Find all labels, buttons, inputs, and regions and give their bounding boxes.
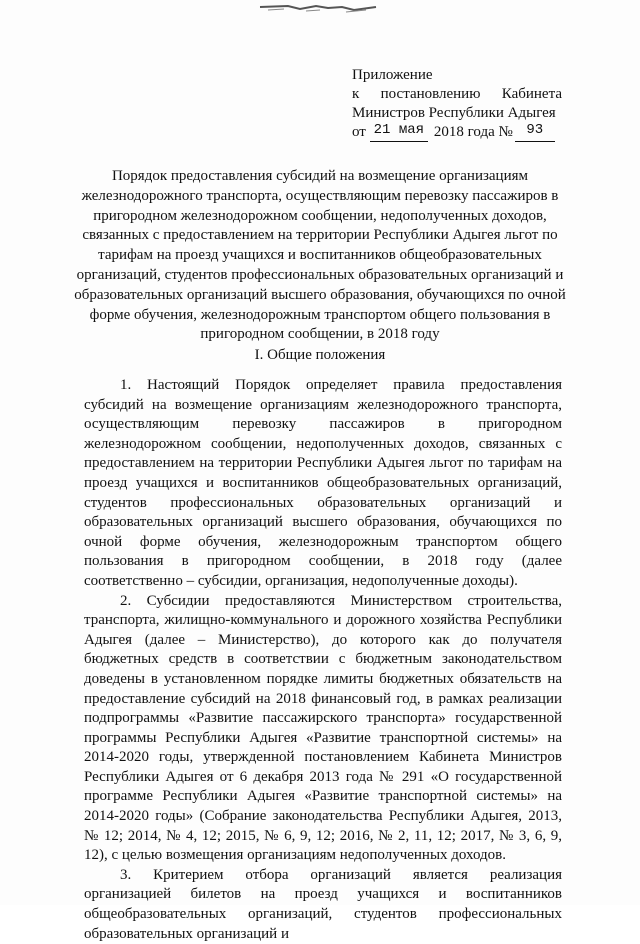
appendix-line-1	[352, 66, 562, 85]
paragraph-1: 1. Настоящий Порядок определяет правила предоставления субсидий на возмещение организациям железнодорожного транспорта, осуществляющим перевозку пассажиров в пригородном железнодорожном сообщении, недополученных доходов, связанных с предоставлением на территории Республики Адыгея льгот по тарифам на проезд учащихся и воспитанников общеобразовательных организаций, студентов профессиональных образовательных организаций и образовательных организаций высшего образования, обучающихся по очной форме обучения, железнодорожным транспортом общего пользования в пригородном сообщении, в 2018 году (далее соответственно – субсидии, организация, недополученные доходы).	[84, 377, 562, 589]
appendix-block	[352, 66, 562, 142]
appendix-word-k: к	[352, 86, 360, 102]
appendix-line-3	[352, 104, 562, 123]
section-heading: I. Общие положения	[254, 347, 386, 363]
paragraph-3: 3. Критерием отбора организаций является реализация организацией билетов на проезд учащихся и воспитанников общеобразовательных организаций, студентов профессиональных образовательных организаций и	[84, 866, 562, 942]
paragraph-2: 2. Субсидии предоставляются Министерством строительства, транспорта, жилищно-коммунального и дорожного хозяйства Республики Адыгея (далее – Министерство), до которого как до получателя бюджетных средств в соответствии с бюджетным законодательством доведены в установленном порядке лимиты бюджетных обязательств на предоставление субсидий на 2018 финансовый год, в рамках реализации подпрограммы «Развитие пассажирского транспорта» государственной программы Республики Адыгея «Развитие транспортной системы» на 2014-2020 годы, утвержденной постановлением Кабинета Министров Республики Адыгея от 6 декабря 2013 года № 291 «О государственной программе Республики Адыгея «Развитие транспортной системы» на 2014-2020 годы» (Собрание законодательства Республики Адыгея, 2013, № 12; 2014, № 4, 12; 2015, № 6, 9, 12; 2016, № 2, 11, 12; 2017, № 3, 6, 9, 12), с целью возмещения организациям недополученных доходов.	[84, 592, 562, 864]
appendix-word-cabinet: Кабинета	[501, 86, 562, 102]
date-year: 2018 года №	[433, 124, 513, 140]
appendix-label: Приложение	[352, 67, 433, 83]
appendix-ministers: Министров Республики Адыгея	[352, 105, 556, 121]
appendix-date-line	[352, 123, 562, 142]
appendix-line-2	[352, 85, 562, 104]
scan-artifact	[258, 4, 378, 14]
appendix-word-resolution: постановлению	[380, 86, 481, 102]
date-prefix: от	[352, 124, 366, 140]
document-body	[84, 376, 562, 944]
date-day-month: 21 мая	[370, 123, 428, 142]
resolution-number: 93	[515, 123, 555, 142]
document-title: Порядок предоставления субсидий на возмещение организациям железнодорожного транспорта, осуществляющим перевозку пассажиров в пригородном железнодорожном сообщении, недополученных доходов, связанных с предоставлением на территории Республики Адыгея льгот по тарифам на проезд учащихся и воспитанников общеобразовательных организаций, студентов профессиональных образовательных организаций и образовательных организаций высшего образования, обучающихся по очной форме обучения, железнодорожным транспортом общего пользования в пригородном сообщении, в 2018 году	[74, 168, 566, 343]
